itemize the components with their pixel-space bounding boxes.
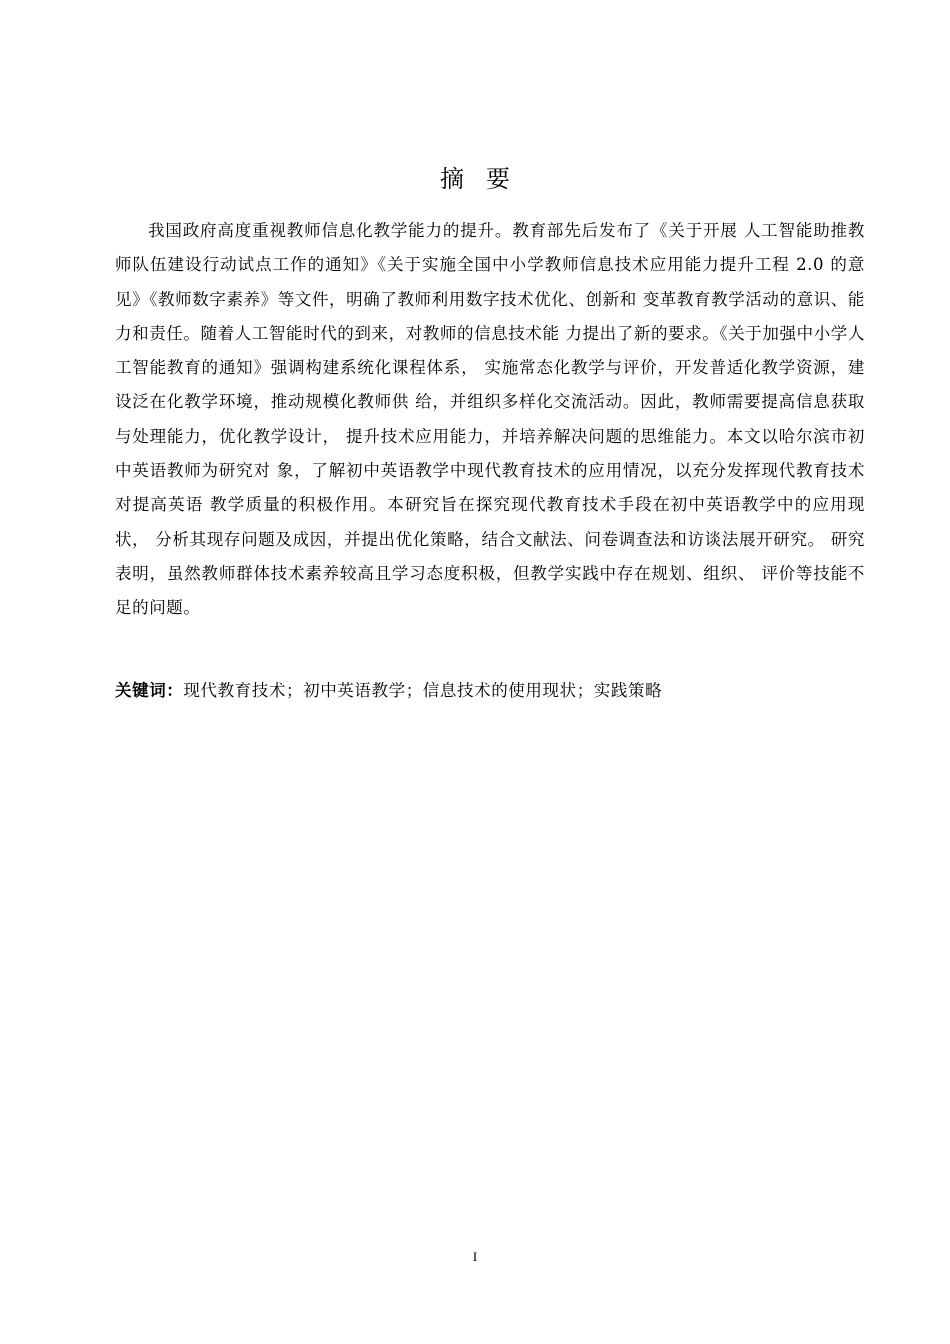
keywords-text: 现代教育技术；初中英语教学；信息技术的使用现状；实践策略 xyxy=(183,681,663,700)
abstract-title-char-1: 摘 xyxy=(440,165,464,194)
abstract-title xyxy=(0,162,950,196)
keywords-line xyxy=(115,676,865,706)
abstract-title-char-2: 要 xyxy=(486,165,510,194)
abstract-paragraph: 我国政府高度重视教师信息化教学能力的提升。教育部先后发布了《关于开展 人工智能助推教师队伍建设行动试点工作的通知》《关于实施全国中小学教师信息技术应用能力提升工程 2.0 的意见》《教师数字素养》等文件，明确了教师利用数字技术优化、创新和 变革教育教学活动的意识、能力和责任。随着人工智能时代的到来，对教师的信息技术能 力提出了新的要求。《关于加强中小学人工智能教育的通知》强调构建系统化课程体系， 实施常态化教学与评价，开发普适化教学资源，建设泛在化教学环境，推动规模化教师供 给，并组织多样化交流活动。因此，教师需要提高信息获取与处理能力，优化教学设计， 提升技术应用能力，并培养解决问题的思维能力。本文以哈尔滨市初中英语教师为研究对 象，了解初中英语教学中现代教育技术的应用情况，以充分发挥现代教育技术对提高英语 教学质量的积极作用。本研究旨在探究现代教育技术手段在初中英语教学中的应用现状， 分析其现存问题及成因，并提出优化策略，结合文献法、问卷调查法和访谈法展开研究。 研究表明，虽然教师群体技术素养较高且学习态度积极，但教学实践中存在规划、组织、 评价等技能不足的问题。 xyxy=(115,221,865,618)
keywords-label: 关键词： xyxy=(115,681,184,700)
page-number: I xyxy=(472,1249,478,1264)
